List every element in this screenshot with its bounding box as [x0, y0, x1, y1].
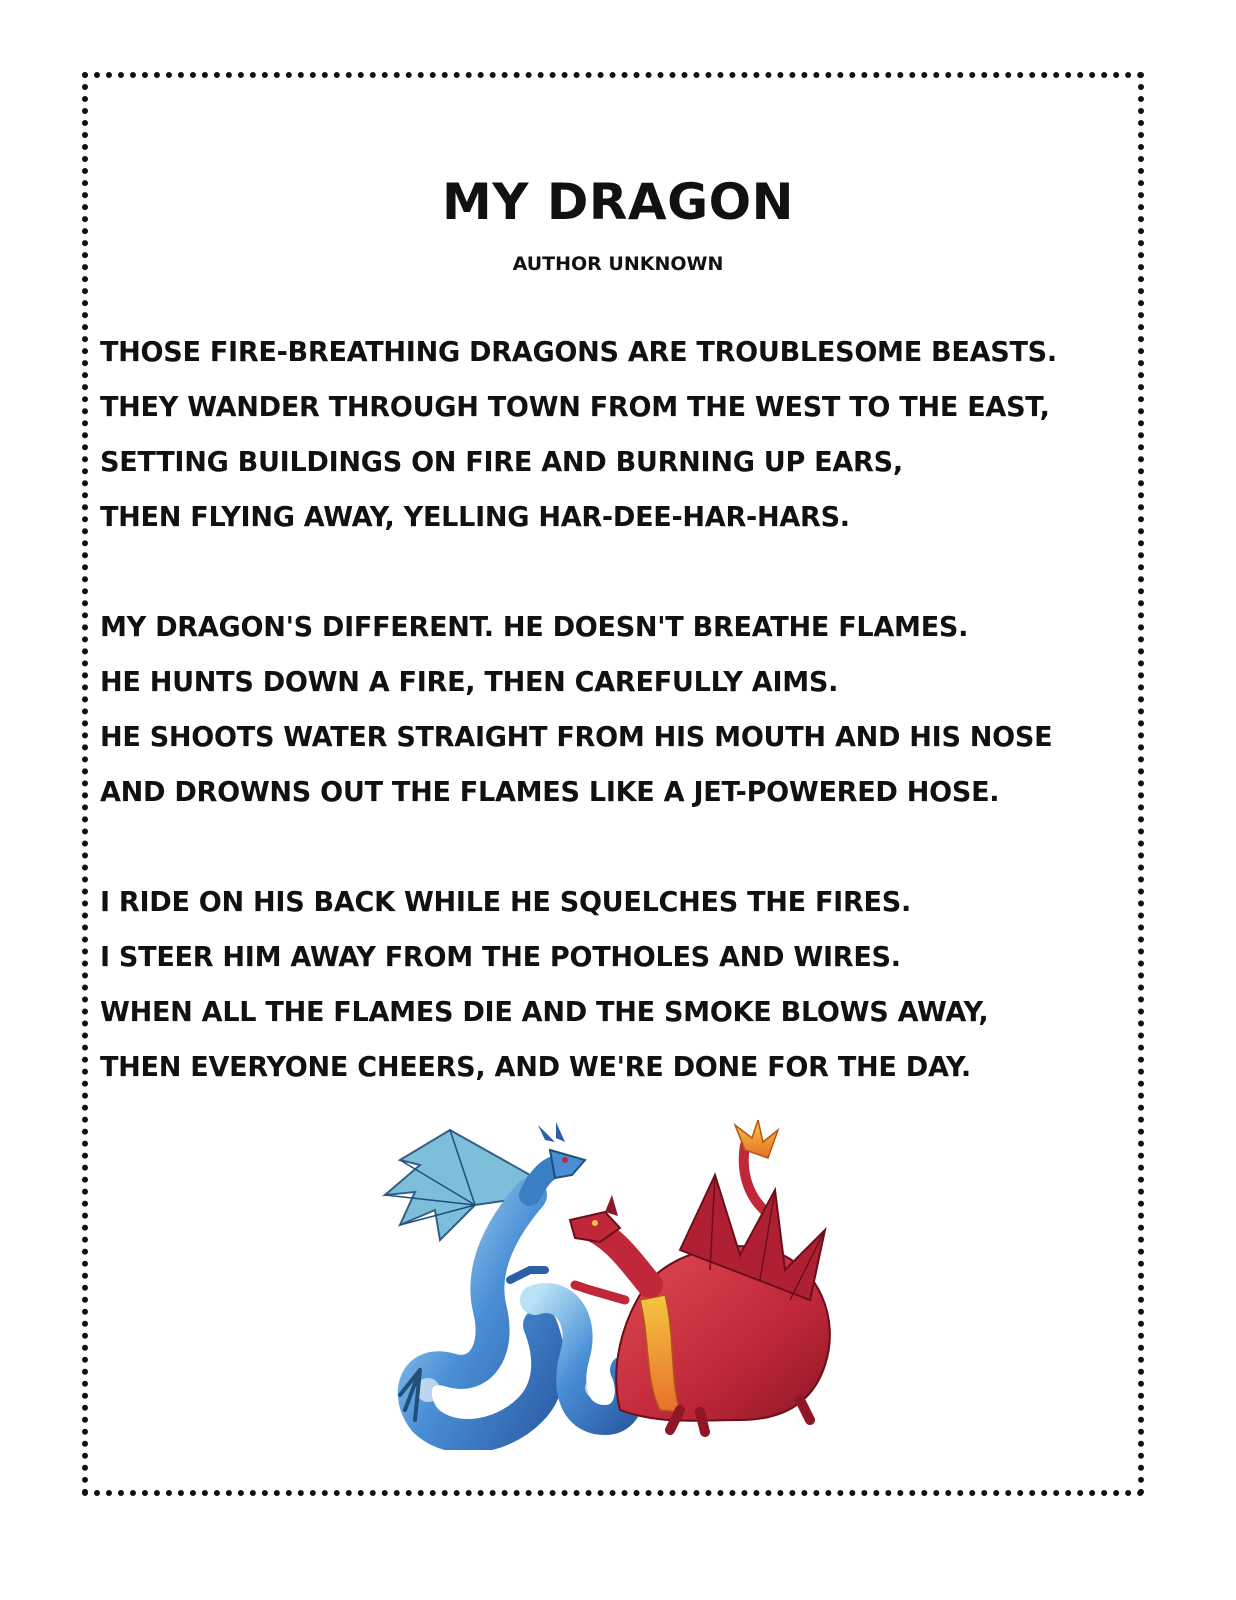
poem-body [100, 325, 1120, 1150]
poem-line: I RIDE ON HIS BACK WHILE HE SQUELCHES THE FIRES. [100, 886, 911, 918]
dragons-illustration [380, 1120, 850, 1450]
poem-line: THEN FLYING AWAY, YELLING HAR-DEE-HAR-HARS. [100, 501, 850, 533]
poem-line: WHEN ALL THE FLAMES DIE AND THE SMOKE BLOWS AWAY, [100, 996, 989, 1028]
red-dragon-icon [570, 1120, 830, 1432]
poem-line: HE HUNTS DOWN A FIRE, THEN CAREFULLY AIMS. [100, 666, 839, 698]
poem-author: AUTHOR UNKNOWN [512, 253, 724, 275]
poem-line: THOSE FIRE-BREATHING DRAGONS ARE TROUBLESOME BEASTS. [100, 336, 1057, 368]
stanza-1 [100, 325, 1120, 545]
blue-dragon-icon [385, 1122, 630, 1436]
poem-line: THEN EVERYONE CHEERS, AND WE'RE DONE FOR THE DAY. [100, 1051, 971, 1083]
stanza-3 [100, 875, 1120, 1095]
poem-line: MY DRAGON'S DIFFERENT. HE DOESN'T BREATHE FLAMES. [100, 611, 969, 643]
poem-title: MY DRAGON [442, 173, 794, 231]
poem-line: AND DROWNS OUT THE FLAMES LIKE A JET-POWERED HOSE. [100, 776, 1000, 808]
poem-line: THEY WANDER THROUGH TOWN FROM THE WEST TO THE EAST, [100, 391, 1050, 423]
poem-line: HE SHOOTS WATER STRAIGHT FROM HIS MOUTH AND HIS NOSE [100, 721, 1053, 753]
poem-line: I STEER HIM AWAY FROM THE POTHOLES AND WIRES. [100, 941, 901, 973]
stanza-2 [100, 600, 1120, 820]
poem-line: SETTING BUILDINGS ON FIRE AND BURNING UP EARS, [100, 446, 903, 478]
